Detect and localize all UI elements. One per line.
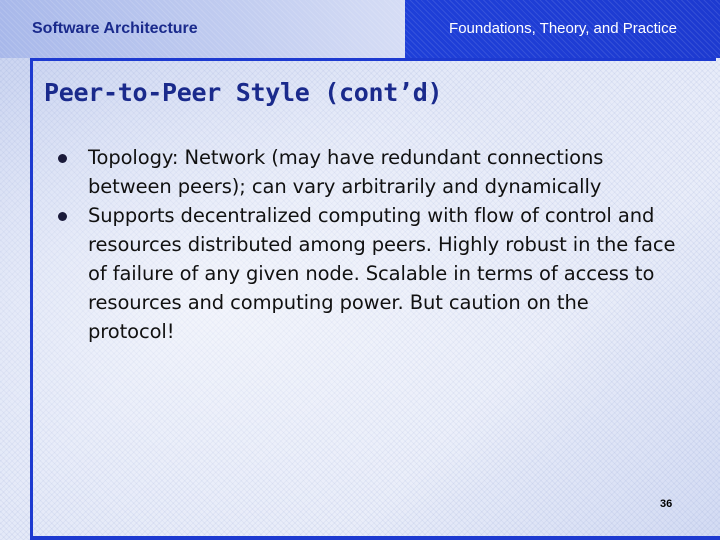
header-left-band <box>0 0 405 58</box>
bullet-dot-icon <box>58 154 67 163</box>
header-right-band <box>405 0 720 58</box>
page-number: 36 <box>660 498 673 510</box>
bullet-text: Supports decentralized computing with flow of control and resources distributed among peers. Highly robust in the face of failure of any given node. Scalable in terms of access to resources and computing power. But caution on the protocol! <box>88 204 676 343</box>
slide-header <box>0 0 720 58</box>
course-subtitle: Foundations, Theory, and Practice <box>449 20 677 37</box>
page-title: Peer-to-Peer Style (cont’d) <box>44 78 443 107</box>
bullet-list <box>56 143 676 346</box>
bullet-item <box>56 201 676 346</box>
course-title: Software Architecture <box>32 20 198 37</box>
bullet-item <box>56 143 676 201</box>
bullet-text: Topology: Network (may have redundant connections between peers); can vary arbitrarily and dynamically <box>88 146 604 198</box>
bullet-dot-icon <box>58 212 67 221</box>
frame-bottom-border <box>30 536 720 540</box>
